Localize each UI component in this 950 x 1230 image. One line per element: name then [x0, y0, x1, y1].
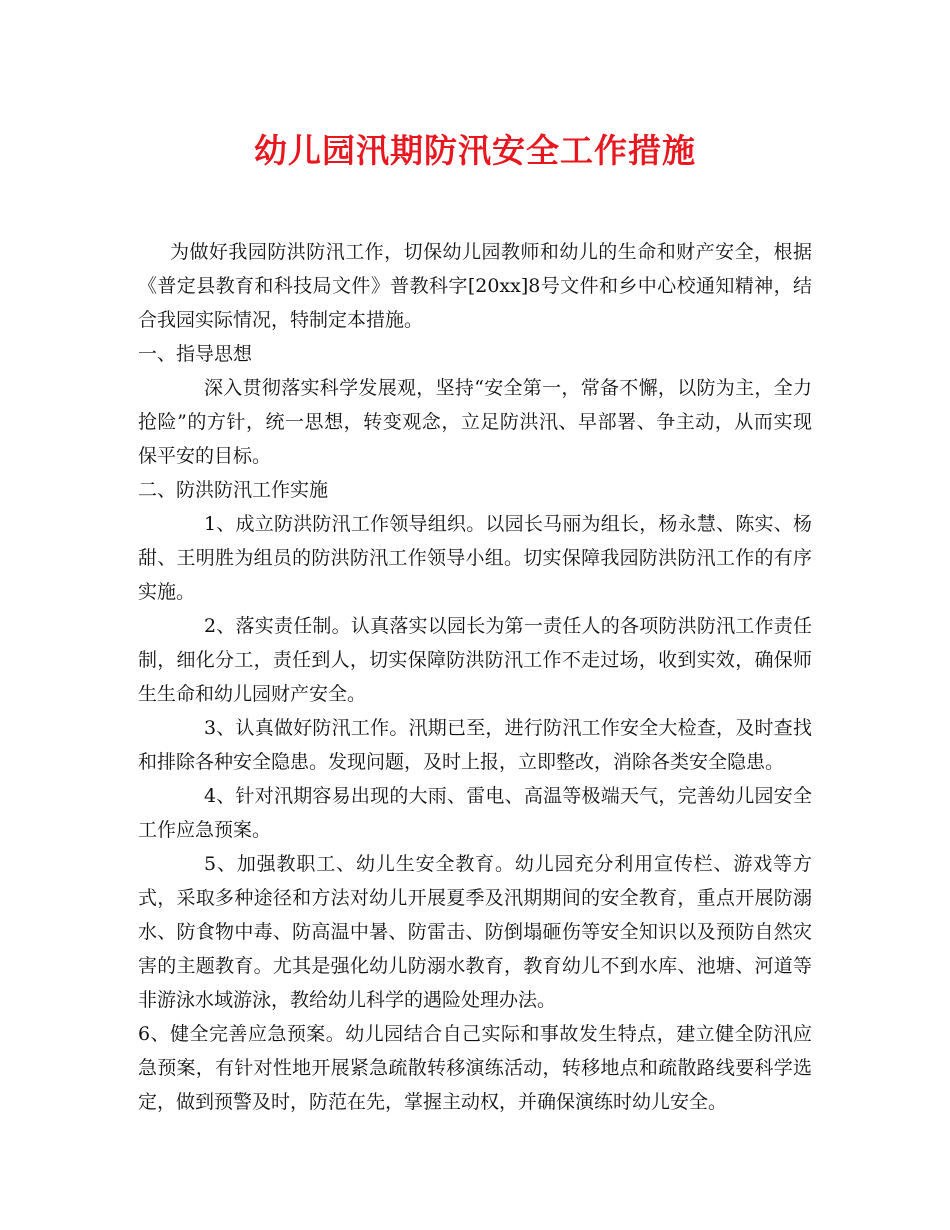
- intro-paragraph: 为做好我园防洪防汛工作，切保幼儿园教师和幼儿的生命和财产安全，根据《普定县教育和科技局文件》普教科字[20xx]8号文件和乡中心校通知精神，结合我园实际情况，特制定本措施。: [138, 241, 812, 331]
- document-title: 幼儿园汛期防汛安全工作措施: [254, 131, 696, 170]
- implementation-item: 4、针对汛期容易出现的大雨、雷电、高温等极端天气，完善幼儿园安全工作应急预案。: [138, 785, 812, 841]
- implementation-item-6: 6、健全完善应急预案。幼儿园结合自己实际和事故发生特点，建立健全防汛应急预案，有针对性地开展紧急疏散转移演练活动，转移地点和疏散路线要科学选定，做到预警及时，防范在先，掌握主动权，并确保演练时幼儿安全。: [138, 1023, 812, 1113]
- document-body: [138, 235, 812, 1119]
- implementation-item: 3、认真做好防汛工作。汛期已至，进行防汛工作安全大检查，及时查找和排除各种安全隐患。发现问题，及时上报，立即整改，消除各类安全隐患。: [138, 717, 812, 773]
- implementation-item: 5、加强教职工、幼儿生安全教育。幼儿园充分利用宣传栏、游戏等方式，采取多种途径和方法对幼儿开展夏季及汛期期间的安全教育，重点开展防溺水、防食物中毒、防高温中暑、防雷击、防倒塌砸伤等安全知识以及预防自然灾害的主题教育。尤其是强化幼儿防溺水教育，教育幼儿不到水库、池塘、河道等非游泳水域游泳，教给幼儿科学的遇险处理办法。: [138, 853, 812, 1011]
- guiding-ideology-paragraph: 深入贯彻落实科学发展观，坚持“安全第一，常备不懈，以防为主，全力抢险”的方针，统一思想，转变观念，立足防洪汛、早部署、争主动，从而实现保平安的目标。: [138, 377, 812, 467]
- implementation-item: 2、落实责任制。认真落实以园长为第一责任人的各项防洪防汛工作责任制，细化分工，责任到人，切实保障防洪防汛工作不走过场，收到实效，确保师生生命和幼儿园财产安全。: [138, 615, 812, 705]
- implementation-item: 1、成立防洪防汛工作领导组织。以园长马丽为组长，杨永慧、陈实、杨甜、王明胜为组员的防洪防汛工作领导小组。切实保障我园防洪防汛工作的有序实施。: [138, 513, 812, 603]
- section-heading-implementation: 二、防洪防汛工作实施: [138, 479, 329, 501]
- section-heading-guiding-ideology: 一、指导思想: [138, 343, 253, 365]
